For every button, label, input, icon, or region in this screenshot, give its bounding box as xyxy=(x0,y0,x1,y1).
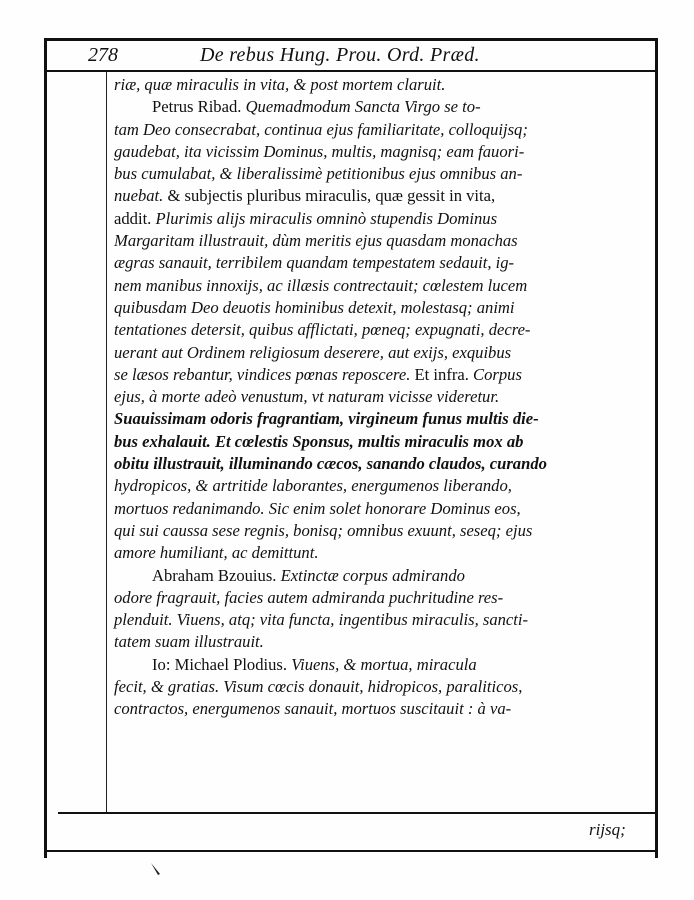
text-line xyxy=(114,609,648,631)
text-line xyxy=(114,386,648,408)
text-segment: mortuos redanimando. Sic enim solet honorare Dominus eos, xyxy=(114,498,521,518)
text-segment: uerant aut Ordinem religiosum deserere, aut exijs, exquibus xyxy=(114,342,512,362)
text-segment: hydropicos, & artritide laborantes, energumenos liberando, xyxy=(114,476,512,496)
text-segment: obitu illustrauit, illuminando cæcos, sanando claudos, curando xyxy=(114,454,547,474)
text-segment: amore humiliant, ac demittunt. xyxy=(114,543,319,563)
text-line xyxy=(114,119,648,141)
text-line xyxy=(114,676,648,698)
text-line xyxy=(114,208,648,230)
catchword: rijsq; xyxy=(589,820,626,839)
text-segment: quibusdam Deo deuotis hominibus detexit, molestasq; animi xyxy=(114,297,515,317)
text-segment: & subjectis pluribus miraculis, quæ gessit in vita, xyxy=(167,186,496,206)
text-segment: Io: Michael Plodius. xyxy=(152,654,292,674)
text-segment: riæ, quæ miraculis in vita, & post mortem claruit. xyxy=(114,75,446,94)
page-frame-right xyxy=(655,38,658,858)
text-line xyxy=(114,252,648,274)
text-line xyxy=(114,698,648,720)
text-segment: plenduit. Viuens, atq; vita functa, ingentibus miraculis, sancti- xyxy=(114,610,529,630)
text-line xyxy=(114,74,648,96)
text-line xyxy=(114,297,648,319)
text-segment: odore fragrauit, facies autem admiranda puchritudine res- xyxy=(114,587,504,607)
text-line xyxy=(114,631,648,653)
text-line xyxy=(114,542,648,564)
text-segment: qui sui caussa sese regnis, bonisq; omnibus exuunt, seseq; ejus xyxy=(114,520,533,540)
text-line xyxy=(114,654,648,676)
text-segment: Extinctæ corpus admirando xyxy=(280,565,465,585)
text-line xyxy=(114,163,648,185)
text-segment: nuebat. xyxy=(114,186,168,206)
text-line xyxy=(114,498,648,520)
text-line xyxy=(114,342,648,364)
text-line xyxy=(114,230,648,252)
text-line xyxy=(114,453,648,475)
text-line xyxy=(114,520,648,542)
page-frame-top xyxy=(44,38,658,41)
footer-rule xyxy=(58,812,658,814)
text-segment: contractos, energumenos sanauit, mortuos suscitauit : à va- xyxy=(114,699,512,719)
text-segment: ægras sanauit, terribilem quandam tempestatem sedauit, ig- xyxy=(114,253,515,273)
body-text xyxy=(114,74,648,721)
text-segment: gaudebat, ita vicissim Dominus, multis, magnisq; eam fauori- xyxy=(114,141,525,161)
text-line xyxy=(114,408,648,430)
text-segment: Viuens, & mortua, miracula xyxy=(291,654,477,674)
text-line xyxy=(114,185,648,207)
text-segment: tam Deo consecrabat, continua ejus familiaritate, colloquijsq; xyxy=(114,119,528,139)
text-segment: nem manibus innoxijs, ac illæsis contrectauit; cœlestem lucem xyxy=(114,275,528,295)
text-line xyxy=(114,319,648,341)
text-segment: Suauissimam odoris fragrantiam, virgineum funus multis die- xyxy=(114,409,539,429)
text-segment: addit. xyxy=(114,208,156,228)
text-segment: Abraham Bzouius. xyxy=(152,565,281,585)
header-rule xyxy=(44,70,658,72)
ink-blot-mark xyxy=(150,862,162,876)
text-line xyxy=(114,431,648,453)
text-line xyxy=(114,587,648,609)
text-segment: Quemadmodum Sancta Virgo se to- xyxy=(245,97,481,117)
page-frame-bottom xyxy=(44,850,658,852)
text-segment: tentationes detersit, quibus afflictati, pœneq; expugnati, decre- xyxy=(114,320,531,340)
running-title: De rebus Hung. Prou. Ord. Præd. xyxy=(200,44,480,66)
text-segment: se læsos rebantur, vindices pœnas reposcere. xyxy=(114,364,415,384)
text-segment: tatem suam illustrauit. xyxy=(114,632,264,652)
text-segment: ejus, à morte adeò venustum, vt naturam vicisse videretur. xyxy=(114,387,500,407)
text-line xyxy=(114,96,648,118)
page-frame-left xyxy=(44,38,47,858)
page-number: 278 xyxy=(88,44,118,66)
text-line xyxy=(114,475,648,497)
text-line xyxy=(114,141,648,163)
text-segment: Corpus xyxy=(473,364,522,384)
text-segment: Plurimis alijs miraculis omninò stupendis Dominus xyxy=(155,208,498,228)
text-line xyxy=(114,275,648,297)
text-segment: Et infra. xyxy=(414,364,474,384)
text-line xyxy=(114,565,648,587)
text-line xyxy=(114,364,648,386)
text-segment: Margaritam illustrauit, dùm meritis ejus quasdam monachas xyxy=(114,231,518,251)
text-segment: Petrus Ribad. xyxy=(152,97,246,117)
text-segment: bus exhalauit. Et cœlestis Sponsus, multis miraculis mox ab xyxy=(114,431,524,451)
inner-margin-rule xyxy=(106,72,107,812)
text-segment: fecit, & gratias. Visum cœcis donauit, hidropicos, paraliticos, xyxy=(114,677,523,697)
text-segment: bus cumulabat, & liberalissimè petitionibus ejus omnibus an- xyxy=(114,164,523,184)
